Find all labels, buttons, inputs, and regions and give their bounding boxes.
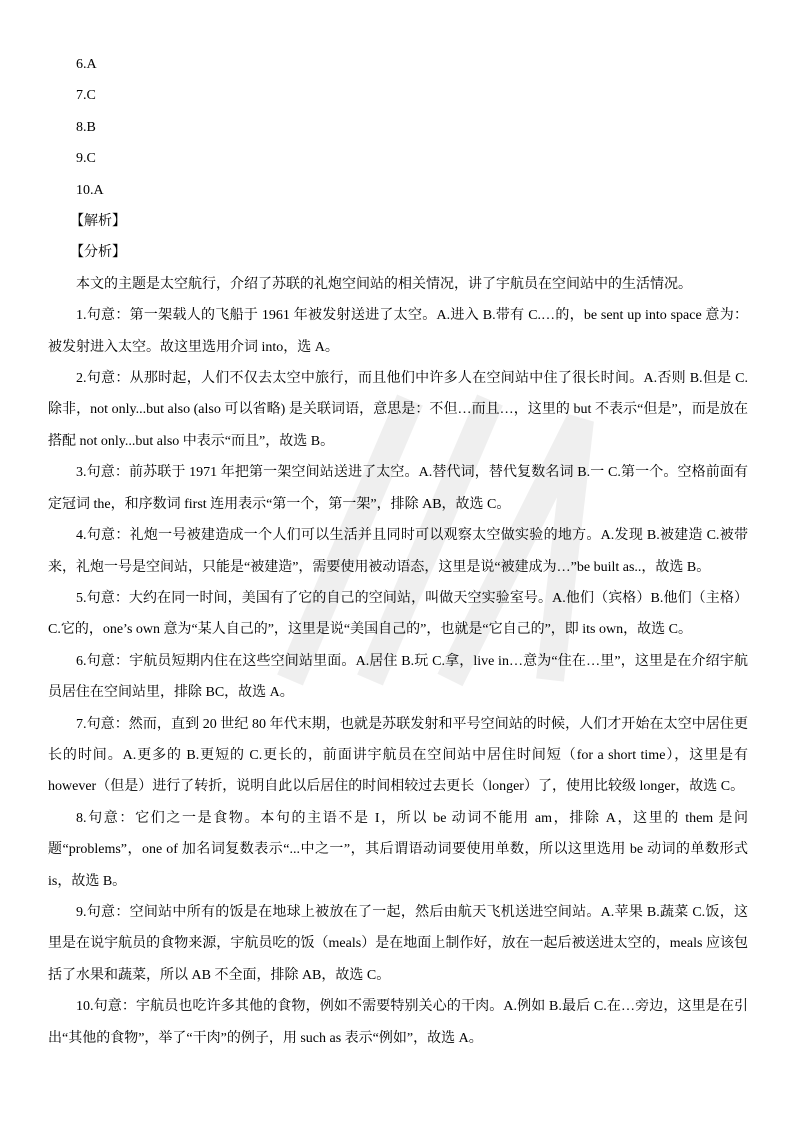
explanation-4: 4.句意：礼炮一号被建造成一个人们可以生活并且同时可以观察太空做实验的地方。A.发现 B.被建造 C.被带来，礼炮一号是空间站，只能是“被建造”，需要使用被动语态，这里是说“被建成为…”be built as..，故选 B。: [48, 528, 748, 575]
answer-8: 8.B: [76, 119, 96, 135]
answer-9: 9.C: [76, 151, 96, 167]
answer-10: 10.A: [76, 182, 104, 198]
summary-paragraph: 本文的主题是太空航行，介绍了苏联的礼炮空间站的相关情况，讲了宇航员在空间站中的生活情况。: [76, 276, 692, 292]
explanation-9: 9.句意：空间站中所有的饭是在地球上被放在了一起，然后由航天飞机送进空间站。A.苹果 B.蔬菜 C.饭，这里是在说宇航员的食物来源，宇航员吃的饭（meals）是在地面上制作好，放在一起后被送进太空的，meals 应该包括了水果和蔬菜，所以 AB 不全面，排除 AB，故选 C。: [48, 904, 748, 983]
answer-6: 6.A: [76, 57, 97, 72]
answer-7: 7.C: [76, 88, 96, 104]
explanation-5: 5.句意：大约在同一时间，美国有了它的自己的空间站，叫做天空实验室号。A.他们（宾格）B.他们（主格）C.它的，one’s own 意为“某人自己的”，这里是说“美国自己的”，也就是“它自己的”，即 its own，故选 C。: [48, 590, 748, 638]
heading-jiexi: 【解析】: [70, 214, 126, 230]
explanation-3: 3.句意：前苏联于 1971 年把第一架空间站送进了太空。A.替代词，替代复数名词 B.一 C.第一个。空格前面有定冠词 the，和序数词 first 连用表示“第一个，第一架”，排除 AB，故选 C。: [48, 465, 748, 512]
explanation-8: 8.句意：它们之一是食物。本句的主语不是 I，所以 be 动词不能用 am，排除 A，这里的 them 是问题“problems”，one of 加名词复数表示“...中之一”，其后谓语动词要使用单数，所以这里选用 be 动词的单数形式 is，故选 B。: [48, 810, 748, 889]
explanation-2: 2.句意：从那时起，人们不仅去太空中旅行，而且他们中许多人在空间站中住了很长时间。A.否则 B.但是 C.除非，not only...but also (also 可以省略) 是关联词语，意思是：不但…而且…，这里的 but 不表示“但是”，而是放在搭配 not only...but also 中表示“而且”，故选 B。: [48, 371, 748, 449]
heading-fenxi: 【分析】: [70, 245, 126, 261]
explanation-7: 7.句意：然而，直到 20 世纪 80 年代末期，也就是苏联发射和平号空间站的时候，人们才开始在太空中居住更长的时间。A.更多的 B.更短的 C.更长的，前面讲宇航员在空间站中居住时间短（for a short time），这里是有 however（但是）进行了转折，说明自此以后居住的时间相较过去更长（longer）了，使用比较级 longer，故选 C。: [48, 716, 748, 795]
document-page: [48, 49, 748, 1054]
explanation-1: 1.句意：第一架载人的飞船于 1961 年被发射送进了太空。A.进入 B.带有 C.…的，be sent up into space 意为：被发射进入太空。故这里选用介词 into，选 A。: [48, 308, 748, 355]
explanation-6: 6.句意：宇航员短期内住在这些空间站里面。A.居住 B.玩 C.拿，live in…意为“住在…里”，这里是在介绍宇航员居住在空间站里，排除 BC，故选 A。: [48, 653, 748, 701]
explanation-10: 10.句意：宇航员也吃许多其他的食物，例如不需要特别关心的干肉。A.例如 B.最后 C.在…旁边，这里是在引出“其他的食物”，举了“干肉”的例子，用 such as 表示“例如”，故选 A。: [48, 999, 748, 1046]
